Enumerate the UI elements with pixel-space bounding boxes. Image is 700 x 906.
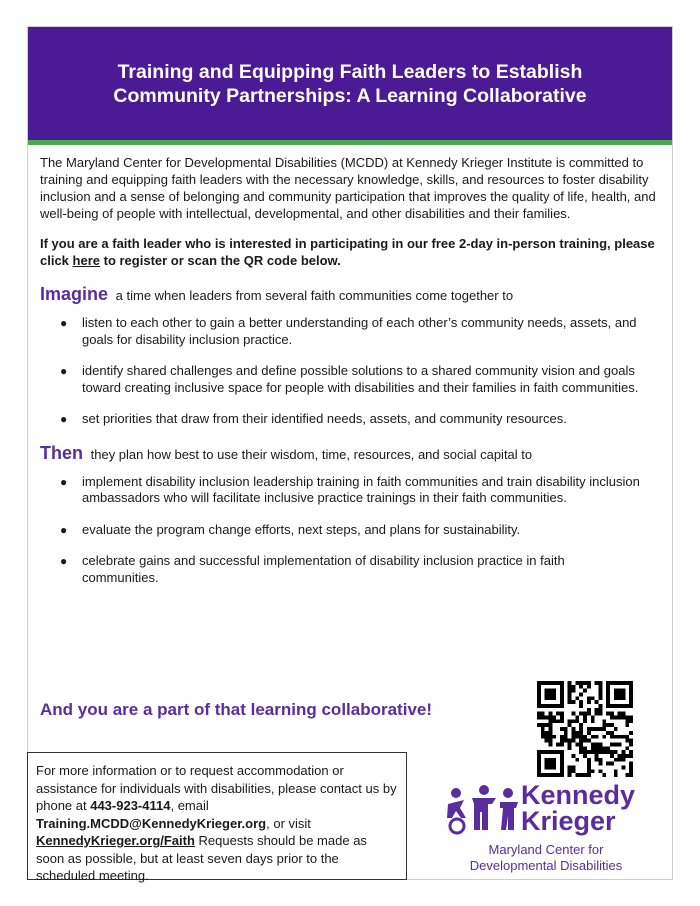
register-link[interactable]: here	[72, 253, 100, 268]
list-item	[60, 473, 662, 507]
list-item-text: listen to each other to gain a better understanding of each other’s community needs, assets, and goals for disability inclusion practice.	[82, 315, 637, 347]
kennedy-krieger-logo	[446, 782, 656, 874]
logo-wordmark	[521, 782, 635, 834]
bullet-icon: ●	[60, 522, 68, 537]
list-item	[60, 411, 662, 428]
main-content	[40, 154, 662, 601]
imagine-word: Imagine	[40, 284, 109, 304]
logo-name-line2: Krieger	[521, 806, 616, 836]
imagine-list	[40, 315, 662, 428]
then-text: they plan how best to use their wisdom, time, resources, and social capital to	[90, 446, 533, 462]
email-link[interactable]: Training.MCDD@KennedyKrieger.org	[36, 815, 267, 831]
list-item-text: set priorities that draw from their identified needs, assets, and community resources.	[82, 411, 567, 426]
then-word: Then	[40, 442, 83, 463]
website-link[interactable]: KennedyKrieger.org/Faith	[36, 833, 195, 848]
then-heading	[40, 443, 662, 465]
logo-figures-icon	[446, 784, 520, 836]
collaborative-tagline: And you are a part of that learning collaborative!	[40, 700, 433, 719]
cta-text-before: If you are a faith leader who is interested in participating in our free 2-day in-person training, please click	[40, 236, 655, 268]
qr-code-icon[interactable]	[537, 681, 633, 777]
list-item-text: identify shared challenges and define possible solutions to a shared community vision and goals toward creating inclusive space for people with disabilities and their families in faith communities.	[82, 363, 639, 395]
imagine-text: a time when leaders from several faith communities come together to	[115, 288, 514, 303]
contact-text: For more information or to request accommodation or assistance for individuals with disabilities, please contact us by phone at	[36, 763, 397, 813]
logo-subtitle	[446, 842, 646, 874]
phone-number[interactable]: 443-923-4114	[90, 798, 171, 813]
list-item-text: implement disability inclusion leadership training in faith communities and train disability inclusion ambassadors who will facilitate inclusive practice trainings in their faith communities.	[82, 473, 640, 505]
registration-call-to-action	[40, 235, 662, 269]
contact-text: , or visit	[266, 815, 311, 831]
logo-sub-line1: Maryland Center for	[488, 842, 604, 857]
page-title: Training and Equipping Faith Leaders to Establish Community Partnerships: A Learning Collaborative	[113, 60, 587, 107]
header-divider	[28, 140, 672, 145]
contact-text: Requests should be made as soon as possible, but at least seven days prior to the scheduled meeting.	[36, 833, 367, 883]
list-item	[60, 521, 662, 539]
bullet-icon: ●	[60, 474, 68, 489]
logo-name-line1: Kennedy	[521, 780, 636, 810]
intro-paragraph: The Maryland Center for Developmental Disabilities (MCDD) at Kennedy Krieger Institute is committed to training and equipping faith leaders with the necessary knowledge, skills, and resources to foster disability inclusion and a sense of belonging and community participation that improves the quality of life, health, and well-being of people with intellectual, developmental, and other disabilities and their families.	[40, 155, 656, 221]
list-item-text: evaluate the program change efforts, next steps, and plans for sustainability.	[82, 521, 521, 537]
contact-info-box	[27, 752, 407, 883]
header-banner	[28, 27, 672, 140]
bullet-icon: ●	[60, 554, 68, 568]
logo-sub-line2: Developmental Disabilities	[469, 858, 623, 873]
contact-text: , email	[170, 798, 209, 813]
bullet-icon: ●	[60, 364, 68, 378]
cta-text-after: to register or scan the QR code below.	[100, 253, 341, 268]
then-list	[40, 474, 662, 587]
bullet-icon: ●	[60, 316, 68, 330]
imagine-heading	[40, 284, 662, 306]
list-item	[60, 315, 662, 348]
list-item	[60, 553, 662, 586]
bullet-icon: ●	[60, 412, 68, 426]
list-item-text: celebrate gains and successful implementation of disability inclusion practice in faith communities.	[82, 553, 565, 585]
list-item	[60, 363, 662, 396]
